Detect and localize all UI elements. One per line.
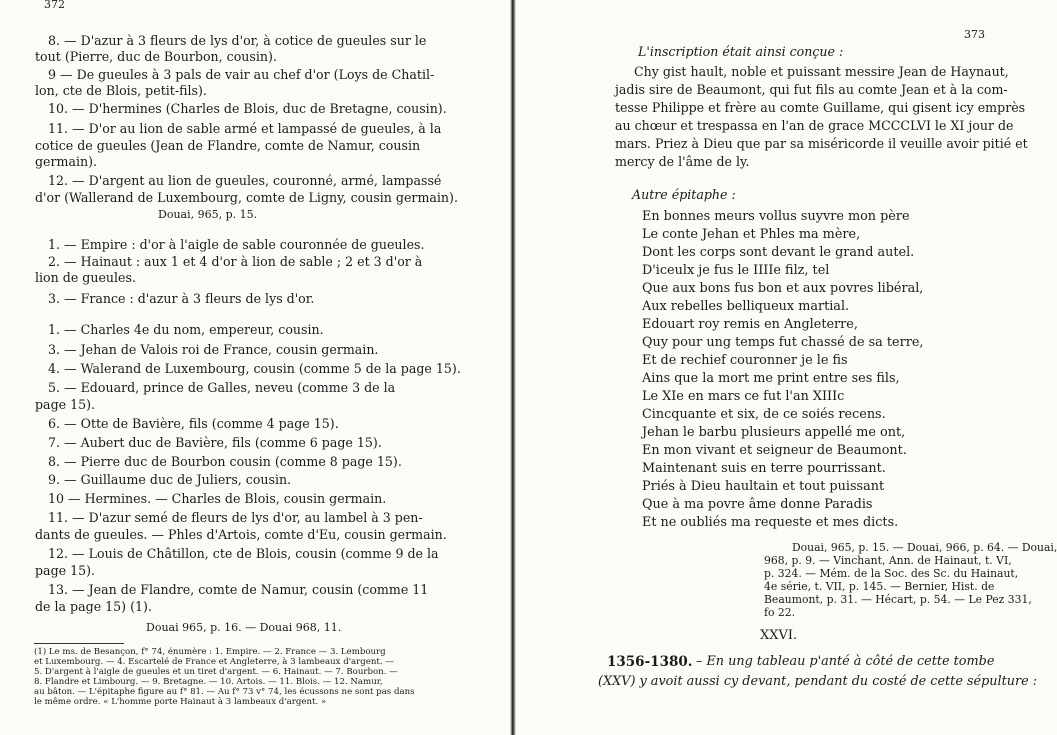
verse-line: Et ne oubliés ma requeste et mes dicts.	[642, 515, 899, 530]
text-line: lion de gueules.	[35, 270, 136, 285]
verse-line: Jehan le barbu plusieurs appellé me ont,	[642, 425, 906, 440]
footnote-line: et Luxembourg. — 4. Escartelé de France et Angleterre, à 3 lambeaux d'argent. —	[34, 657, 394, 667]
citation-line: Beaumont, p. 31. — Hécart, p. 54. — Le Pez 331,	[764, 593, 1032, 606]
text-line: de la page 15) (1).	[35, 599, 152, 614]
verse-line: Le XIe en mars ce fut l'an XIIIc	[642, 389, 845, 404]
verse-line: En mon vivant et seigneur de Beaumont.	[642, 443, 907, 458]
text-line: 10 — Hermines. — Charles de Blois, cousin germain.	[48, 491, 387, 506]
left-page	[0, 0, 512, 735]
verse-line: Maintenant suis en terre pourrissant.	[642, 461, 886, 476]
inscription-line: mars. Priez à Dieu que par sa miséricorde il veuille avoir pitié et	[615, 136, 1028, 151]
verse-line: Ains que la mort me print entre ses fils,	[642, 371, 900, 386]
text-line: 5. — Edouard, prince de Galles, neveu (comme 3 de la	[48, 380, 396, 395]
section-dates: 1356-1380.	[607, 654, 693, 670]
inscription-line: tesse Philippe et frère au comte Guillame, qui gisent icy emprès	[615, 100, 1026, 115]
text-line: 2. — Hainaut : aux 1 et 4 d'or à lion de sable ; 2 et 3 d'or à	[48, 254, 423, 269]
source-citation: Douai 965, p. 16. — Douai 968, 11.	[146, 621, 342, 634]
section-text: (XXV) y avoit aussi cy devant, pendant du costé de cette sépulture :	[598, 674, 1038, 689]
text-line: tout (Pierre, duc de Bourbon, cousin).	[35, 49, 277, 64]
text-line: 11. — D'azur semé de fleurs de lys d'or, au lambel à 3 pen-	[48, 510, 423, 525]
text-line: germain).	[35, 154, 98, 169]
text-line: 4. — Walerand de Luxembourg, cousin (comme 5 de la page 15).	[48, 361, 461, 376]
inscription-line: au chœur et trespassa en l'an de grace MCCCLVI le XI jour de	[615, 118, 1014, 133]
text-line: 9 — De gueules à 3 pals de vair au chef d'or (Loys de Chatil-	[48, 67, 435, 82]
citation-line: Douai, 965, p. 15. — Douai, 966, p. 64. — Douai,	[792, 541, 1057, 554]
verse-line: Priés à Dieu haultain et tout puissant	[642, 479, 885, 494]
text-line: 3. — France : d'azur à 3 fleurs de lys d'or.	[48, 291, 315, 306]
inscription-line: Chy gist hault, noble et puissant messire Jean de Haynaut,	[634, 64, 1009, 79]
verse-line: Dont les corps sont devant le grand autel.	[642, 245, 915, 260]
text-line: page 15).	[35, 563, 96, 578]
text-line: dants de gueules. — Phles d'Artois, comte d'Eu, cousin germain.	[35, 527, 447, 542]
text-line: 8. — Pierre duc de Bourbon cousin (comme 8 page 15).	[48, 454, 402, 469]
verse-line: Que à ma povre âme donne Paradis	[642, 497, 873, 512]
text-line: 1. — Empire : d'or à l'aigle de sable couronnée de gueules.	[48, 237, 425, 252]
section-number: XXVI.	[760, 628, 798, 643]
verse-line: Aux rebelles belliqueux martial.	[642, 299, 850, 314]
verse-line: Cincquante et six, de ce soiés recens.	[642, 407, 886, 422]
verse-line: Que aux bons fus bon et aux povres libéral,	[642, 281, 924, 296]
verse-line: Et de rechief couronner je le fis	[642, 353, 848, 368]
verse-line: D'iceulx je fus le IIIIe filz, tel	[642, 263, 830, 278]
text-line: 12. — D'argent au lion de gueules, couronné, armé, lampassé	[48, 173, 442, 188]
verse-line: Le conte Jehan et Phles ma mère,	[642, 227, 861, 242]
text-line: 13. — Jean de Flandre, comte de Namur, cousin (comme 11	[48, 582, 429, 597]
footnote-divider	[34, 643, 124, 644]
text-line: 10. — D'hermines (Charles de Blois, duc de Bretagne, cousin).	[48, 101, 447, 116]
section-text: – En ung tableau p'anté à côté de cette tombe	[696, 654, 995, 669]
footnote-line: 5. D'argent à l'aigle de gueules et un tiret d'argent. — 6. Hainaut. — 7. Bourbon. —	[34, 667, 398, 677]
text-line: d'or (Wallerand de Luxembourg, comte de Ligny, cousin germain).	[35, 190, 458, 205]
left-page-number: 372	[44, 0, 65, 11]
inscription-line: jadis sire de Beaumont, qui fut fils au comte Jean et à la com-	[615, 82, 1008, 97]
inscription-heading: L'inscription était ainsi conçue :	[638, 44, 844, 59]
text-line: 6. — Otte de Bavière, fils (comme 4 page 15).	[48, 416, 339, 431]
right-page-number: 373	[964, 28, 985, 41]
footnote-line: 8. Flandre et Limbourg. — 9. Bretagne. — 10. Artois. — 11. Blois. — 12. Namur,	[34, 677, 383, 687]
citation-line: fo 22.	[764, 606, 796, 619]
citation-line: p. 324. — Mém. de la Soc. des Sc. du Hainaut,	[764, 567, 1019, 580]
text-line: page 15).	[35, 397, 96, 412]
text-line: 1. — Charles 4e du nom, empereur, cousin.	[48, 322, 324, 337]
verse-line: Quy pour ung temps fut chassé de sa terre,	[642, 335, 924, 350]
source-citation: Douai, 965, p. 15.	[158, 208, 258, 221]
verse-line: En bonnes meurs vollus suyvre mon père	[642, 209, 910, 224]
citation-line: 968, p. 9. — Vinchant, Ann. de Hainaut, t. VI,	[764, 554, 1012, 567]
right-page	[514, 0, 1057, 735]
footnote-line: le même ordre. « L'homme porte Hainaut à 3 lambeaux d'argent. »	[34, 697, 327, 707]
text-line: 12. — Louis de Châtillon, cte de Blois, cousin (comme 9 de la	[48, 546, 439, 561]
text-line: 9. — Guillaume duc de Juliers, cousin.	[48, 472, 292, 487]
verse-line: Edouart roy remis en Angleterre,	[642, 317, 858, 332]
footnote-line: (1) Le ms. de Besançon, f° 74, énumère : 1. Empire. — 2. France — 3. Lembourg	[34, 647, 386, 657]
text-line: 8. — D'azur à 3 fleurs de lys d'or, à cotice de gueules sur le	[48, 33, 427, 48]
text-line: 3. — Jehan de Valois roi de France, cousin germain.	[48, 342, 379, 357]
citation-line: 4e série, t. VII, p. 145. — Bernier, Hist. de	[764, 580, 995, 593]
inscription-line: mercy de l'âme de ly.	[615, 154, 750, 169]
epitaph-heading: Autre épitaphe :	[632, 187, 736, 202]
footnote-line: au bâton. — L'épitaphe figure au f° 81. — Au f° 73 v° 74, les écussons ne sont pas dans	[34, 687, 415, 697]
text-line: 7. — Aubert duc de Bavière, fils (comme 6 page 15).	[48, 435, 382, 450]
text-line: cotice de gueules (Jean de Flandre, comte de Namur, cousin	[35, 138, 421, 153]
text-line: 11. — D'or au lion de sable armé et lampassé de gueules, à la	[48, 121, 442, 136]
text-line: lon, cte de Blois, petit-fils).	[35, 83, 207, 98]
